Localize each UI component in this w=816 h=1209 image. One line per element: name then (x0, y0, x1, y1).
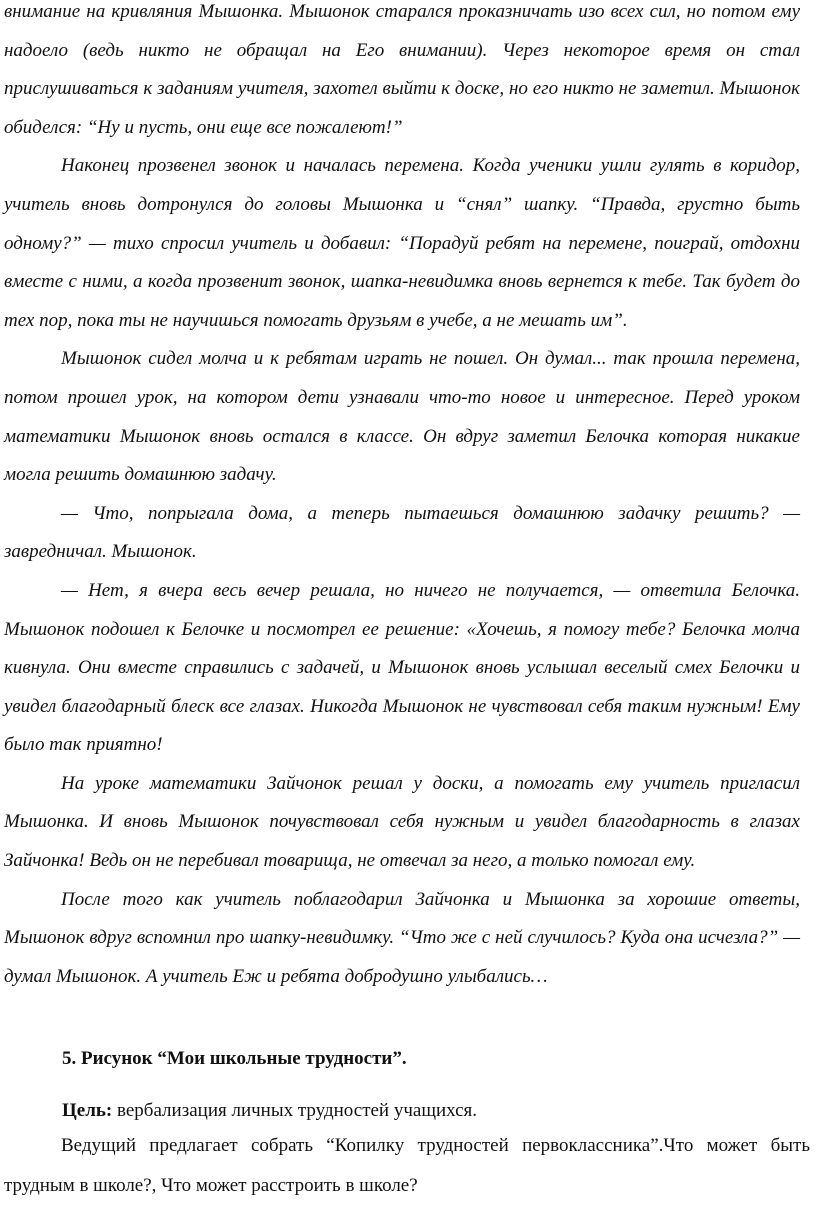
goal-text: вербализация личных трудностей учащихся. (112, 1100, 478, 1121)
story-paragraph-5: — Нет, я вчера весь вечер решала, но ничего не получается, — ответила Белочка. Мышонок подошел к Белочке и посмотрел ее решение: «Хочешь, я помогу тебе? Белочка молча кивнула. Они вместе справились с задачей, и Мышонок вновь услышал веселый смех Белочки и увидел благодарный блеск все глазах. Никогда Мышонок не чувствовал себя таким нужным! Ему было так приятно! (4, 579, 800, 756)
section-heading: 5. Рисунок “Мои школьные трудности”. (62, 1048, 407, 1069)
story-paragraph-2: Наконец прозвенел звонок и началась перемена. Когда ученики ушли гулять в коридор, учитель вновь дотронулся до головы Мышонка и “снял” шапку. “Правда, грустно быть одному?” — тихо спросил учитель и добавил: “Порадуй ребят на перемене, поиграй, отдохни вместе с ними, а когда прозвенит звонок, шапка-невидимка вновь вернется к тебе. Так будет до тех пор, пока ты не научишься помогать друзьям в учебе, а не мешать им”. (4, 155, 800, 331)
story-paragraph-1: внимание на кривляния Мышонка. Мышонок старался проказничать изо всех сил, но потом ему надоело (ведь никто не обращал на Его внимании). Через некоторое время он стал прислушиваться к заданиям учителя, захотел выйти к доске, но его никто не заметил. Мышонок обиделся: “Ну и пусть, они еще все пожалеют!” (4, 1, 800, 138)
lead-paragraph: Ведущий предлагает собрать “Копилку трудностей первоклассника”.Что может быть трудным в школе?, Что может расстроить в школе? (4, 1135, 810, 1196)
story-paragraph-4: — Что, попрыгала дома, а теперь пытаешься домашнюю задачку решить? — завредничал. Мышонок. (4, 502, 800, 563)
goal-label: Цель: (62, 1100, 113, 1121)
goal-line (62, 1092, 477, 1130)
story-paragraph-3: Мышонок сидел молча и к ребятам играть не пошел. Он думал... так прошла перемена, потом прошел урок, на котором дети узнавали что-то новое и интересное. Перед уроком математики Мышонок вновь остался в классе. Он вдруг заметил Белочка которая никакие могла решить домашнюю задачу. (4, 348, 800, 486)
story-paragraph-7: После того как учитель поблагодарил Зайчонка и Мышонка за хорошие ответы, Мышонок вдруг вспомнил про шапку-невидимку. “Что же с ней случилось? Куда она исчезла?” — думал Мышонок. А учитель Еж и ребята добродушно улыбались… (4, 888, 800, 987)
story-paragraph-6: На уроке математики Зайчонок решал у доски, а помогать ему учитель пригласил Мышонка. И вновь Мышонок почувствовал себя нужным и увидел благодарность в глазах Зайчонка! Ведь он не перебивал товарища, не отвечал за него, а только помогал ему. (4, 772, 800, 872)
